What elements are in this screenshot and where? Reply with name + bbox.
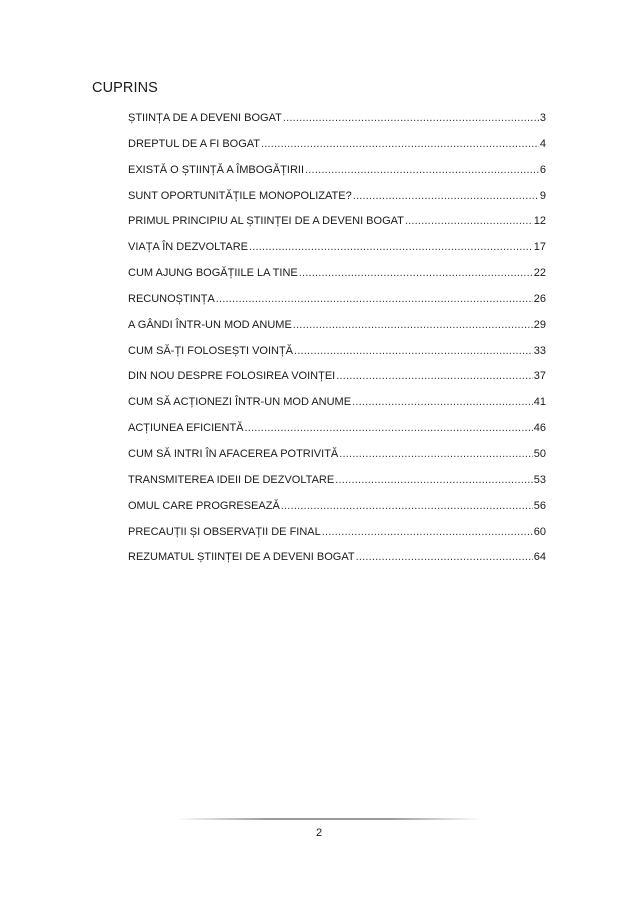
toc-entry-label: CUM SĂ ACȚIONEZI ÎNTR-UN MOD ANUME (128, 396, 352, 409)
toc-dot-leader (322, 522, 533, 542)
toc-entry[interactable] (128, 160, 546, 186)
toc-title: CUPRINS (92, 80, 158, 96)
toc-entry[interactable] (128, 263, 546, 289)
toc-entry-page-number: 56 (533, 499, 546, 512)
toc-entry-label: CUM SĂ-ȚI FOLOSEȘTI VOINȚĂ (128, 344, 294, 357)
toc-entry[interactable] (128, 134, 546, 160)
toc-dot-leader (405, 211, 533, 231)
toc-entry-label: DREPTUL DE A FI BOGAT (128, 137, 261, 150)
toc-entry-page-number: 33 (533, 344, 546, 357)
toc-entry-label: PRIMUL PRINCIPIU AL ȘTIINȚEI DE A DEVENI BOGAT (128, 215, 404, 228)
toc-entry[interactable] (128, 470, 546, 496)
toc-entry-label: VIAȚA ÎN DEZVOLTARE (128, 241, 249, 254)
toc-dot-leader (352, 392, 533, 412)
toc-dot-leader (249, 237, 533, 257)
toc-entry-label: OMUL CARE PROGRESEAZĂ (128, 499, 280, 512)
toc-entry-page-number: 46 (533, 422, 546, 435)
toc-dot-leader (339, 444, 532, 464)
toc-entry[interactable] (128, 496, 546, 522)
toc-dot-leader (293, 315, 533, 335)
toc-entry-page-number: 17 (533, 241, 546, 254)
toc-list (128, 108, 546, 573)
toc-entry-page-number: 41 (533, 396, 546, 409)
toc-dot-leader (353, 186, 539, 206)
toc-dot-leader (356, 547, 533, 567)
toc-dot-leader (305, 160, 539, 180)
toc-dot-leader (283, 108, 539, 128)
toc-entry[interactable] (128, 211, 546, 237)
toc-entry-page-number: 37 (533, 370, 546, 383)
toc-entry-page-number: 26 (533, 292, 546, 305)
toc-entry-label: DIN NOU DESPRE FOLOSIREA VOINȚEI (128, 370, 336, 383)
toc-entry-label: RECUNOȘTINȚA (128, 292, 215, 305)
toc-entry-page-number: 60 (533, 525, 546, 538)
toc-entry[interactable] (128, 315, 546, 341)
toc-entry-page-number: 3 (539, 112, 546, 124)
toc-entry-label: A GÂNDI ÎNTR-UN MOD ANUME (128, 318, 292, 331)
toc-entry[interactable] (128, 547, 546, 573)
toc-entry[interactable] (128, 366, 546, 392)
toc-entry-page-number: 6 (539, 163, 546, 176)
toc-dot-leader (245, 418, 533, 438)
toc-entry-page-number: 29 (533, 318, 546, 331)
toc-entry-label: ȘTIINȚA DE A DEVENI BOGAT (128, 112, 282, 124)
toc-entry-label: PRECAUȚII ȘI OBSERVAȚII DE FINAL (128, 525, 321, 538)
toc-entry-label: EXISTĂ O ȘTIINȚĂ A ÎMBOGĂȚIRII (128, 163, 305, 176)
toc-entry[interactable] (128, 418, 546, 444)
footer-divider (176, 818, 482, 820)
toc-entry-page-number: 64 (533, 551, 546, 564)
toc-dot-leader (335, 470, 533, 490)
toc-entry[interactable] (128, 444, 546, 470)
toc-dot-leader (216, 289, 533, 309)
toc-entry-label: REZUMATUL ȘTIINȚEI DE A DEVENI BOGAT (128, 551, 355, 564)
toc-entry[interactable] (128, 341, 546, 367)
toc-dot-leader (261, 134, 539, 154)
toc-entry-page-number: 50 (533, 447, 546, 460)
toc-entry[interactable] (128, 108, 546, 134)
toc-entry-label: CUM SĂ INTRI ÎN AFACEREA POTRIVITĂ (128, 447, 339, 460)
toc-entry-page-number: 9 (539, 189, 546, 202)
toc-dot-leader (281, 496, 533, 516)
toc-dot-leader (299, 263, 533, 283)
toc-entry-page-number: 22 (533, 267, 546, 280)
toc-entry-page-number: 4 (539, 137, 546, 150)
toc-entry[interactable] (128, 237, 546, 263)
toc-entry-label: SUNT OPORTUNITĂȚILE MONOPOLIZATE? (128, 189, 352, 202)
toc-entry[interactable] (128, 522, 546, 548)
page-number: 2 (315, 827, 323, 839)
toc-entry-label: ACȚIUNEA EFICIENTĂ (128, 422, 244, 435)
toc-entry[interactable] (128, 392, 546, 418)
toc-entry[interactable] (128, 186, 546, 212)
toc-entry-label: TRANSMITEREA IDEII DE DEZVOLTARE (128, 473, 335, 486)
toc-entry-label: CUM AJUNG BOGĂȚIILE LA TINE (128, 267, 298, 280)
toc-entry-page-number: 12 (533, 215, 546, 228)
toc-dot-leader (336, 366, 533, 386)
toc-entry[interactable] (128, 289, 546, 315)
toc-entry-page-number: 53 (533, 473, 546, 486)
toc-dot-leader (294, 341, 533, 361)
